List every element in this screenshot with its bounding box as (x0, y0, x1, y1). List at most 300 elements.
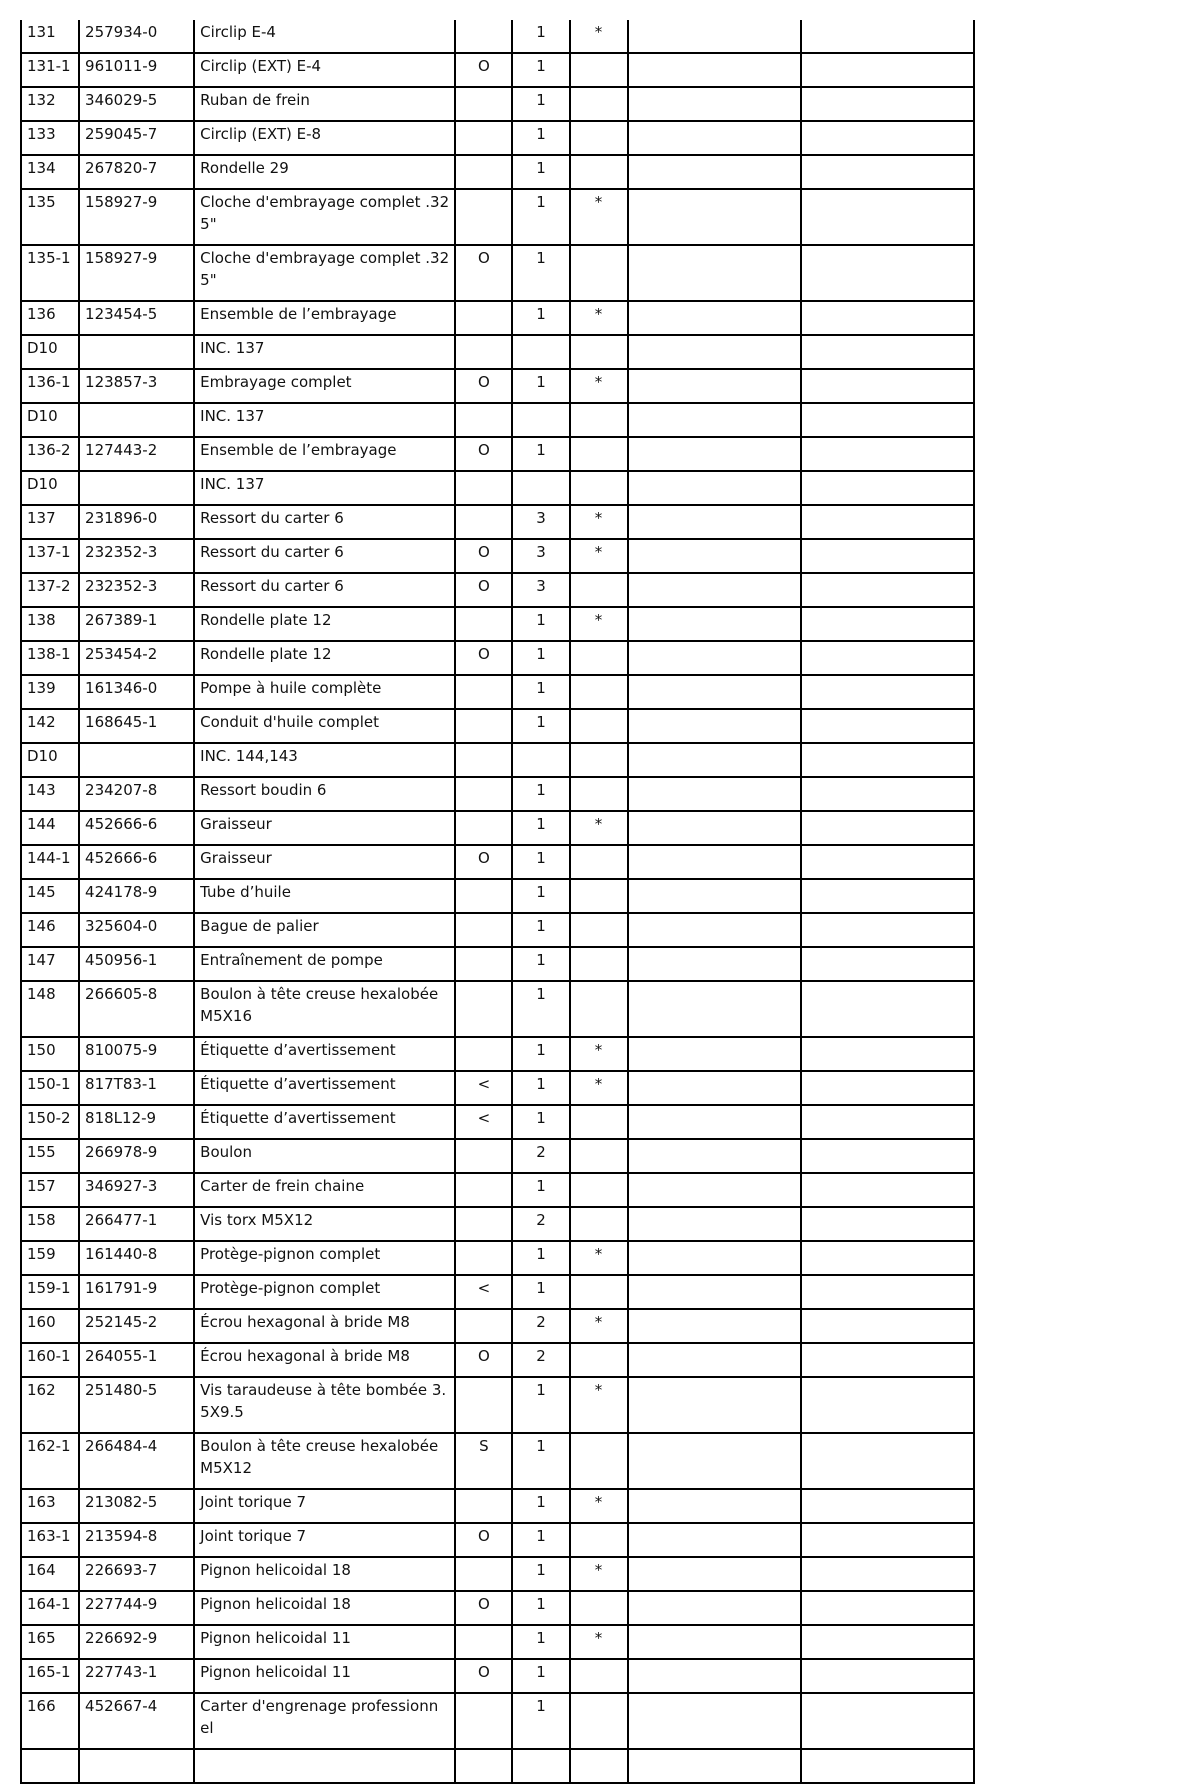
mark-cell (455, 20, 512, 53)
empty-cell (628, 87, 801, 121)
mark-cell (455, 777, 512, 811)
part-number-cell: 264055-1 (79, 1343, 194, 1377)
empty-cell (628, 811, 801, 845)
quantity-cell: 1 (512, 981, 569, 1037)
description-cell (194, 1749, 455, 1783)
table-row (21, 1433, 974, 1489)
description-cell: Ressort du carter 6 (194, 539, 455, 573)
note-cell: * (570, 505, 628, 539)
ref-number-cell: 150-1 (21, 1071, 79, 1105)
empty-cell (801, 1659, 974, 1693)
empty-cell (628, 1139, 801, 1173)
part-number-cell: 452666-6 (79, 811, 194, 845)
note-cell (570, 245, 628, 301)
table-row (21, 777, 974, 811)
part-number-cell: 227744-9 (79, 1591, 194, 1625)
note-cell (570, 1693, 628, 1749)
description-cell: Protège-pignon complet (194, 1275, 455, 1309)
empty-cell (628, 1037, 801, 1071)
empty-cell (801, 505, 974, 539)
ref-number-cell: 136 (21, 301, 79, 335)
note-cell: * (570, 1037, 628, 1071)
empty-cell (801, 743, 974, 777)
table-row (21, 947, 974, 981)
description-cell: Vis torx M5X12 (194, 1207, 455, 1241)
empty-cell (628, 1489, 801, 1523)
quantity-cell: 2 (512, 1139, 569, 1173)
ref-number-cell: 134 (21, 155, 79, 189)
note-cell (570, 437, 628, 471)
ref-number-cell: 137-2 (21, 573, 79, 607)
empty-cell (801, 53, 974, 87)
description-cell: Graisseur (194, 811, 455, 845)
empty-cell (801, 1071, 974, 1105)
description-cell: Rondelle plate 12 (194, 607, 455, 641)
ref-number-cell: 131 (21, 20, 79, 53)
table-row (21, 1173, 974, 1207)
empty-cell (801, 1591, 974, 1625)
note-cell (570, 1275, 628, 1309)
table-row (21, 981, 974, 1037)
part-number-cell: 818L12-9 (79, 1105, 194, 1139)
ref-number-cell: 132 (21, 87, 79, 121)
mark-cell (455, 947, 512, 981)
quantity-cell: 1 (512, 879, 569, 913)
table-row (21, 1037, 974, 1071)
empty-cell (628, 641, 801, 675)
mark-cell: O (455, 845, 512, 879)
empty-cell (628, 1105, 801, 1139)
note-cell (570, 1173, 628, 1207)
empty-cell (801, 1377, 974, 1433)
part-number-cell: 251480-5 (79, 1377, 194, 1433)
note-cell (570, 947, 628, 981)
description-cell: Circlip E-4 (194, 20, 455, 53)
table-row (21, 87, 974, 121)
part-number-cell (79, 743, 194, 777)
mark-cell (455, 607, 512, 641)
empty-cell (801, 947, 974, 981)
ref-number-cell: 146 (21, 913, 79, 947)
table-row (21, 1523, 974, 1557)
note-cell (570, 471, 628, 505)
ref-number-cell: 148 (21, 981, 79, 1037)
empty-cell (628, 1343, 801, 1377)
empty-cell (801, 981, 974, 1037)
ref-number-cell: 137 (21, 505, 79, 539)
part-number-cell: 168645-1 (79, 709, 194, 743)
ref-number-cell: 137-1 (21, 539, 79, 573)
parts-table (20, 20, 975, 1784)
empty-cell (801, 1173, 974, 1207)
ref-number-cell: 133 (21, 121, 79, 155)
empty-cell (801, 641, 974, 675)
note-cell: * (570, 1377, 628, 1433)
note-cell: * (570, 607, 628, 641)
part-number-cell (79, 471, 194, 505)
part-number-cell: 253454-2 (79, 641, 194, 675)
note-cell (570, 403, 628, 437)
empty-cell (628, 1377, 801, 1433)
empty-cell (628, 573, 801, 607)
part-number-cell: 252145-2 (79, 1309, 194, 1343)
part-number-cell: 213594-8 (79, 1523, 194, 1557)
table-row (21, 369, 974, 403)
empty-cell (628, 709, 801, 743)
quantity-cell: 1 (512, 1105, 569, 1139)
empty-cell (801, 335, 974, 369)
ref-number-cell: 160-1 (21, 1343, 79, 1377)
note-cell (570, 53, 628, 87)
note-cell (570, 1433, 628, 1489)
ref-number-cell: D10 (21, 403, 79, 437)
empty-cell (628, 245, 801, 301)
description-cell: Étiquette d’avertissement (194, 1037, 455, 1071)
ref-number-cell: 135 (21, 189, 79, 245)
note-cell (570, 1659, 628, 1693)
description-cell: Ensemble de l’embrayage (194, 301, 455, 335)
part-number-cell: 158927-9 (79, 189, 194, 245)
mark-cell (455, 1557, 512, 1591)
empty-cell (801, 20, 974, 53)
ref-number-cell: 138-1 (21, 641, 79, 675)
empty-cell (628, 1591, 801, 1625)
table-row (21, 607, 974, 641)
empty-cell (801, 369, 974, 403)
empty-cell (628, 1749, 801, 1783)
description-cell: Circlip (EXT) E-8 (194, 121, 455, 155)
ref-number-cell: 162-1 (21, 1433, 79, 1489)
empty-cell (801, 245, 974, 301)
empty-cell (628, 20, 801, 53)
ref-number-cell: D10 (21, 743, 79, 777)
mark-cell (455, 981, 512, 1037)
mark-cell (455, 1139, 512, 1173)
quantity-cell: 1 (512, 675, 569, 709)
part-number-cell: 158927-9 (79, 245, 194, 301)
quantity-cell: 1 (512, 947, 569, 981)
note-cell: * (570, 301, 628, 335)
part-number-cell: 161440-8 (79, 1241, 194, 1275)
part-number-cell: 266605-8 (79, 981, 194, 1037)
part-number-cell: 325604-0 (79, 913, 194, 947)
table-row (21, 53, 974, 87)
empty-cell (801, 403, 974, 437)
note-cell: * (570, 20, 628, 53)
table-row (21, 335, 974, 369)
mark-cell: O (455, 1343, 512, 1377)
mark-cell: O (455, 1591, 512, 1625)
empty-cell (801, 879, 974, 913)
empty-cell (628, 777, 801, 811)
part-number-cell: 266484-4 (79, 1433, 194, 1489)
ref-number-cell: 150 (21, 1037, 79, 1071)
ref-number-cell: 165 (21, 1625, 79, 1659)
table-row (21, 913, 974, 947)
empty-cell (628, 1207, 801, 1241)
empty-cell (628, 189, 801, 245)
empty-cell (801, 607, 974, 641)
table-row (21, 1625, 974, 1659)
part-number-cell: 267389-1 (79, 607, 194, 641)
quantity-cell: 1 (512, 1591, 569, 1625)
quantity-cell: 1 (512, 1071, 569, 1105)
empty-cell (801, 471, 974, 505)
part-number-cell (79, 1749, 194, 1783)
empty-cell (628, 1433, 801, 1489)
quantity-cell: 3 (512, 573, 569, 607)
part-number-cell: 231896-0 (79, 505, 194, 539)
empty-cell (801, 1489, 974, 1523)
note-cell (570, 1749, 628, 1783)
mark-cell: < (455, 1071, 512, 1105)
description-cell: Boulon (194, 1139, 455, 1173)
empty-cell (801, 1207, 974, 1241)
note-cell (570, 777, 628, 811)
empty-cell (628, 845, 801, 879)
description-cell: Cloche d'embrayage complet .32 5" (194, 245, 455, 301)
description-cell: Étiquette d’avertissement (194, 1071, 455, 1105)
description-cell: Rondelle plate 12 (194, 641, 455, 675)
empty-cell (801, 1343, 974, 1377)
ref-number-cell: 139 (21, 675, 79, 709)
empty-cell (628, 1557, 801, 1591)
description-cell: Ressort du carter 6 (194, 505, 455, 539)
mark-cell: S (455, 1433, 512, 1489)
table-row (21, 403, 974, 437)
empty-cell (628, 539, 801, 573)
ref-number-cell: 157 (21, 1173, 79, 1207)
quantity-cell: 1 (512, 1275, 569, 1309)
table-row (21, 845, 974, 879)
quantity-cell: 1 (512, 245, 569, 301)
mark-cell: O (455, 53, 512, 87)
empty-cell (801, 1557, 974, 1591)
ref-number-cell: 143 (21, 777, 79, 811)
empty-cell (628, 1309, 801, 1343)
quantity-cell: 1 (512, 369, 569, 403)
part-number-cell: 267820-7 (79, 155, 194, 189)
empty-cell (801, 539, 974, 573)
quantity-cell: 1 (512, 1693, 569, 1749)
part-number-cell: 424178-9 (79, 879, 194, 913)
table-row (21, 1557, 974, 1591)
note-cell: * (570, 811, 628, 845)
quantity-cell (512, 743, 569, 777)
quantity-cell: 1 (512, 607, 569, 641)
empty-cell (801, 845, 974, 879)
part-number-cell: 450956-1 (79, 947, 194, 981)
table-row (21, 1071, 974, 1105)
note-cell (570, 573, 628, 607)
description-cell: INC. 137 (194, 403, 455, 437)
ref-number-cell: 164-1 (21, 1591, 79, 1625)
part-number-cell: 452666-6 (79, 845, 194, 879)
part-number-cell: 817T83-1 (79, 1071, 194, 1105)
empty-cell (801, 573, 974, 607)
empty-cell (801, 1749, 974, 1783)
description-cell: Pignon helicoidal 18 (194, 1591, 455, 1625)
mark-cell: O (455, 1659, 512, 1693)
mark-cell (455, 403, 512, 437)
table-row (21, 1489, 974, 1523)
mark-cell (455, 189, 512, 245)
ref-number-cell: 159 (21, 1241, 79, 1275)
table-row (21, 245, 974, 301)
quantity-cell: 1 (512, 189, 569, 245)
empty-cell (801, 437, 974, 471)
description-cell: Boulon à tête creuse hexalobée M5X12 (194, 1433, 455, 1489)
table-row (21, 879, 974, 913)
note-cell: * (570, 1489, 628, 1523)
empty-cell (628, 403, 801, 437)
empty-cell (801, 121, 974, 155)
quantity-cell: 1 (512, 709, 569, 743)
empty-cell (801, 1693, 974, 1749)
ref-number-cell: 166 (21, 1693, 79, 1749)
quantity-cell (512, 1749, 569, 1783)
part-number-cell: 257934-0 (79, 20, 194, 53)
part-number-cell: 810075-9 (79, 1037, 194, 1071)
quantity-cell: 1 (512, 301, 569, 335)
part-number-cell: 123857-3 (79, 369, 194, 403)
table-row (21, 1659, 974, 1693)
description-cell: Carter de frein chaine (194, 1173, 455, 1207)
table-row (21, 675, 974, 709)
ref-number-cell: 162 (21, 1377, 79, 1433)
empty-cell (628, 743, 801, 777)
quantity-cell: 3 (512, 539, 569, 573)
mark-cell (455, 879, 512, 913)
part-number-cell: 227743-1 (79, 1659, 194, 1693)
table-row (21, 1693, 974, 1749)
description-cell: Ressort du carter 6 (194, 573, 455, 607)
part-number-cell: 259045-7 (79, 121, 194, 155)
table-row (21, 709, 974, 743)
empty-cell (628, 335, 801, 369)
empty-cell (628, 1693, 801, 1749)
note-cell (570, 335, 628, 369)
description-cell: Embrayage complet (194, 369, 455, 403)
quantity-cell: 1 (512, 1625, 569, 1659)
ref-number-cell: 144-1 (21, 845, 79, 879)
quantity-cell: 1 (512, 777, 569, 811)
empty-cell (801, 1241, 974, 1275)
quantity-cell: 1 (512, 437, 569, 471)
ref-number-cell: 163-1 (21, 1523, 79, 1557)
mark-cell (455, 1173, 512, 1207)
quantity-cell (512, 403, 569, 437)
empty-cell (801, 1309, 974, 1343)
quantity-cell: 3 (512, 505, 569, 539)
part-number-cell (79, 403, 194, 437)
empty-cell (801, 1139, 974, 1173)
empty-cell (628, 1173, 801, 1207)
table-row (21, 301, 974, 335)
quantity-cell: 1 (512, 1037, 569, 1071)
mark-cell: O (455, 437, 512, 471)
mark-cell: O (455, 369, 512, 403)
quantity-cell: 1 (512, 1523, 569, 1557)
description-cell: Pignon helicoidal 11 (194, 1625, 455, 1659)
ref-number-cell: 145 (21, 879, 79, 913)
quantity-cell: 1 (512, 1433, 569, 1489)
empty-cell (628, 121, 801, 155)
description-cell: Rondelle 29 (194, 155, 455, 189)
note-cell (570, 1343, 628, 1377)
ref-number-cell: 147 (21, 947, 79, 981)
mark-cell (455, 1207, 512, 1241)
quantity-cell: 2 (512, 1207, 569, 1241)
empty-cell (801, 1275, 974, 1309)
quantity-cell: 1 (512, 845, 569, 879)
table-row (21, 641, 974, 675)
note-cell (570, 121, 628, 155)
empty-cell (628, 437, 801, 471)
table-row (21, 1241, 974, 1275)
empty-cell (628, 947, 801, 981)
table-row (21, 811, 974, 845)
ref-number-cell: 158 (21, 1207, 79, 1241)
table-row (21, 573, 974, 607)
mark-cell (455, 301, 512, 335)
empty-cell (628, 1275, 801, 1309)
ref-number-cell: D10 (21, 335, 79, 369)
note-cell: * (570, 1625, 628, 1659)
note-cell (570, 913, 628, 947)
empty-cell (628, 53, 801, 87)
note-cell (570, 879, 628, 913)
note-cell (570, 1207, 628, 1241)
description-cell: Protège-pignon complet (194, 1241, 455, 1275)
part-number-cell: 232352-3 (79, 573, 194, 607)
mark-cell: O (455, 245, 512, 301)
quantity-cell: 1 (512, 53, 569, 87)
table-row (21, 1591, 974, 1625)
quantity-cell: 2 (512, 1343, 569, 1377)
empty-cell (801, 913, 974, 947)
quantity-cell: 1 (512, 1173, 569, 1207)
ref-number-cell: 136-1 (21, 369, 79, 403)
ref-number-cell (21, 1749, 79, 1783)
ref-number-cell: 150-2 (21, 1105, 79, 1139)
note-cell: * (570, 539, 628, 573)
mark-cell (455, 913, 512, 947)
quantity-cell: 1 (512, 641, 569, 675)
empty-cell (628, 155, 801, 189)
mark-cell: < (455, 1275, 512, 1309)
description-cell: Ensemble de l’embrayage (194, 437, 455, 471)
quantity-cell: 1 (512, 1377, 569, 1433)
part-number-cell: 226692-9 (79, 1625, 194, 1659)
part-number-cell: 127443-2 (79, 437, 194, 471)
mark-cell (455, 121, 512, 155)
part-number-cell: 346927-3 (79, 1173, 194, 1207)
note-cell (570, 641, 628, 675)
part-number-cell: 123454-5 (79, 301, 194, 335)
empty-cell (801, 675, 974, 709)
empty-cell (628, 1241, 801, 1275)
note-cell (570, 1105, 628, 1139)
mark-cell (455, 471, 512, 505)
mark-cell (455, 1309, 512, 1343)
quantity-cell (512, 335, 569, 369)
mark-cell (455, 1625, 512, 1659)
note-cell (570, 1139, 628, 1173)
ref-number-cell: 136-2 (21, 437, 79, 471)
empty-cell (628, 1523, 801, 1557)
table-row (21, 437, 974, 471)
